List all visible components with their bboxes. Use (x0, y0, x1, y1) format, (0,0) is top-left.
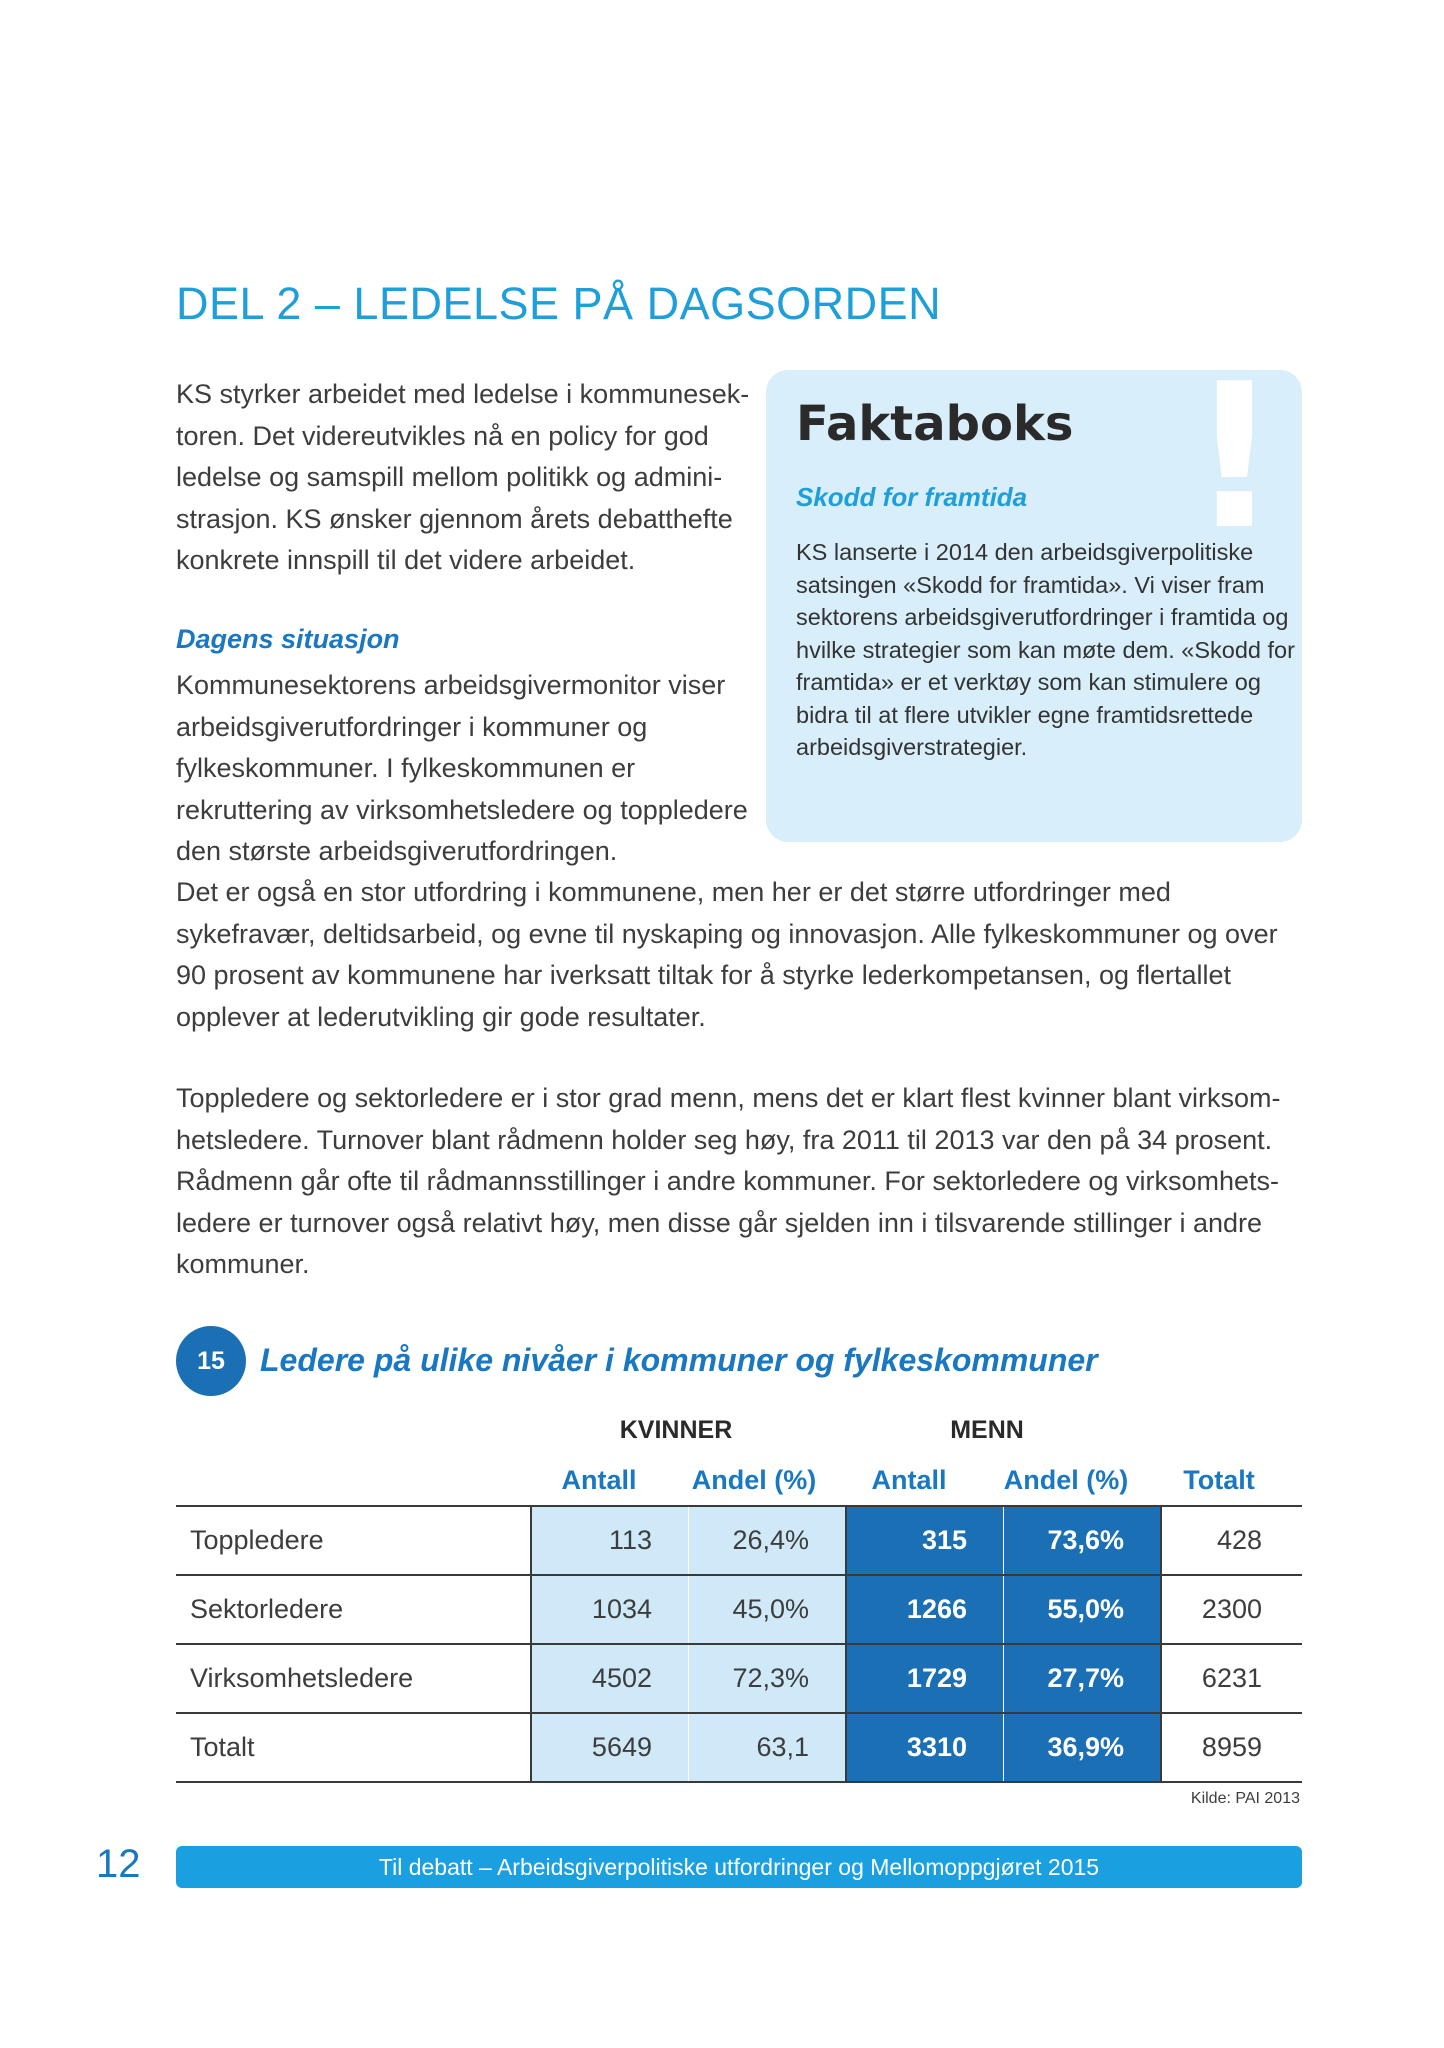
column-header-women-count: Antall (561, 1465, 637, 1495)
row-label: Totalt (176, 1713, 531, 1782)
total-cell: 2300 (1161, 1575, 1302, 1644)
women-count-cell: 113 (531, 1506, 689, 1575)
men-count-cell: 3310 (846, 1713, 1004, 1782)
column-header-men-count: Antall (871, 1465, 947, 1495)
column-header-men-share: Andel (%) (1003, 1465, 1129, 1495)
fact-box (766, 341, 1302, 842)
figure-title: Ledere på ulike nivåer i kommuner og fylkeskommuner (260, 1342, 1098, 1378)
women-share-cell: 45,0% (689, 1575, 847, 1644)
exclamation-icon: ! (1188, 341, 1280, 574)
table-row (176, 1644, 1302, 1713)
body-paragraph-2: Toppledere og sektorledere er i stor grad menn, mens det er klart flest kvinner blant virksomhetsledere. Turnover blant rådmenn holder seg høy, fra 2011 til 2013 var den på 34 prosent. Rådmenn går ofte til rådmannsstillinger i andre kommuner. For sektorledere og virksomhetsledere er turnover også relativt høy, men disse går sjelden inn i tilsvarende stillinger i andre kommuner. (176, 1083, 1281, 1279)
row-label: Toppledere (176, 1506, 531, 1575)
column-header-total: Totalt (1183, 1465, 1255, 1495)
women-share-cell: 72,3% (689, 1644, 847, 1713)
subheading: Dagens situasjon (176, 624, 400, 654)
men-count-cell: 1266 (846, 1575, 1004, 1644)
total-cell: 6231 (1161, 1644, 1302, 1713)
women-count-cell: 5649 (531, 1713, 689, 1782)
group-header-women: KVINNER (619, 1416, 733, 1444)
fact-box-subtitle: Skodd for framtida (796, 482, 1028, 512)
figure-number-badge: 15 (176, 1326, 246, 1396)
women-share-cell: 63,1 (689, 1713, 847, 1782)
table-row (176, 1713, 1302, 1782)
row-label: Sektorledere (176, 1575, 531, 1644)
footer-bar (176, 1846, 1302, 1888)
men-share-cell: 27,7% (1004, 1644, 1162, 1713)
table-row (176, 1575, 1302, 1644)
row-label: Virksomhetsledere (176, 1644, 531, 1713)
fact-box-text: KS lanserte i 2014 den arbeidsgiverpolitiske satsingen «Skodd for framtida». Vi viser fram sektorens arbeidsgiverutfordringer i framtida og hvilke strategier som kan møte dem. «Skodd for framtida» er et verktøy som kan stimulere og bidra til at flere utvikler egne framtidsrettede arbeidsgiverstrategier. (796, 539, 1295, 760)
men-count-cell: 1729 (846, 1644, 1004, 1713)
leaders-table (176, 1505, 1302, 1783)
page-number: 12 (96, 1842, 141, 1886)
source-note: Kilde: PAI 2013 (1190, 1790, 1300, 1807)
total-cell: 428 (1161, 1506, 1302, 1575)
footer-text: Til debatt – Arbeidsgiverpolitiske utfordringer og Mellomoppgjøret 2015 (378, 1853, 1100, 1880)
total-cell: 8959 (1161, 1713, 1302, 1782)
men-share-cell: 36,9% (1004, 1713, 1162, 1782)
body-paragraph-wide: Det er også en stor utfordring i kommunene, men her er det større utfordringer med sykefravær, deltidsarbeid, og evne til nyskaping og innovasjon. Alle fylkeskommuner og over 90 prosent av kommunene har iverksatt tiltak for å styrke lederkompetansen, og flertallet opplever at lederutvikling gir gode resultater. (176, 877, 1278, 1032)
intro-paragraph: KS styrker arbeidet med ledelse i kommunesektoren. Det videreutvikles nå en policy for god ledelse og samspill mellom politikk og administrasjon. KS ønsker gjennom årets debatthefte konkrete innspill til det videre arbeidet. (176, 379, 750, 575)
men-count-cell: 315 (846, 1506, 1004, 1575)
section-title: DEL 2 – LEDELSE PÅ DAGSORDEN (176, 278, 942, 329)
column-header-women-share: Andel (%) (691, 1465, 817, 1495)
group-header-men: MENN (950, 1416, 1024, 1444)
men-share-cell: 55,0% (1004, 1575, 1162, 1644)
women-count-cell: 4502 (531, 1644, 689, 1713)
body-paragraph-narrow: Kommunesektorens arbeidsgivermonitor viser arbeidsgiverutfordringer i kommuner og fylkeskommuner. I fylkeskommunen er rekruttering av virksomhetsledere og toppledere den største arbeidsgiverutfordringen. (176, 670, 748, 866)
women-share-cell: 26,4% (689, 1506, 847, 1575)
men-share-cell: 73,6% (1004, 1506, 1162, 1575)
women-count-cell: 1034 (531, 1575, 689, 1644)
fact-box-title: Faktaboks (796, 396, 1074, 452)
table-row (176, 1506, 1302, 1575)
